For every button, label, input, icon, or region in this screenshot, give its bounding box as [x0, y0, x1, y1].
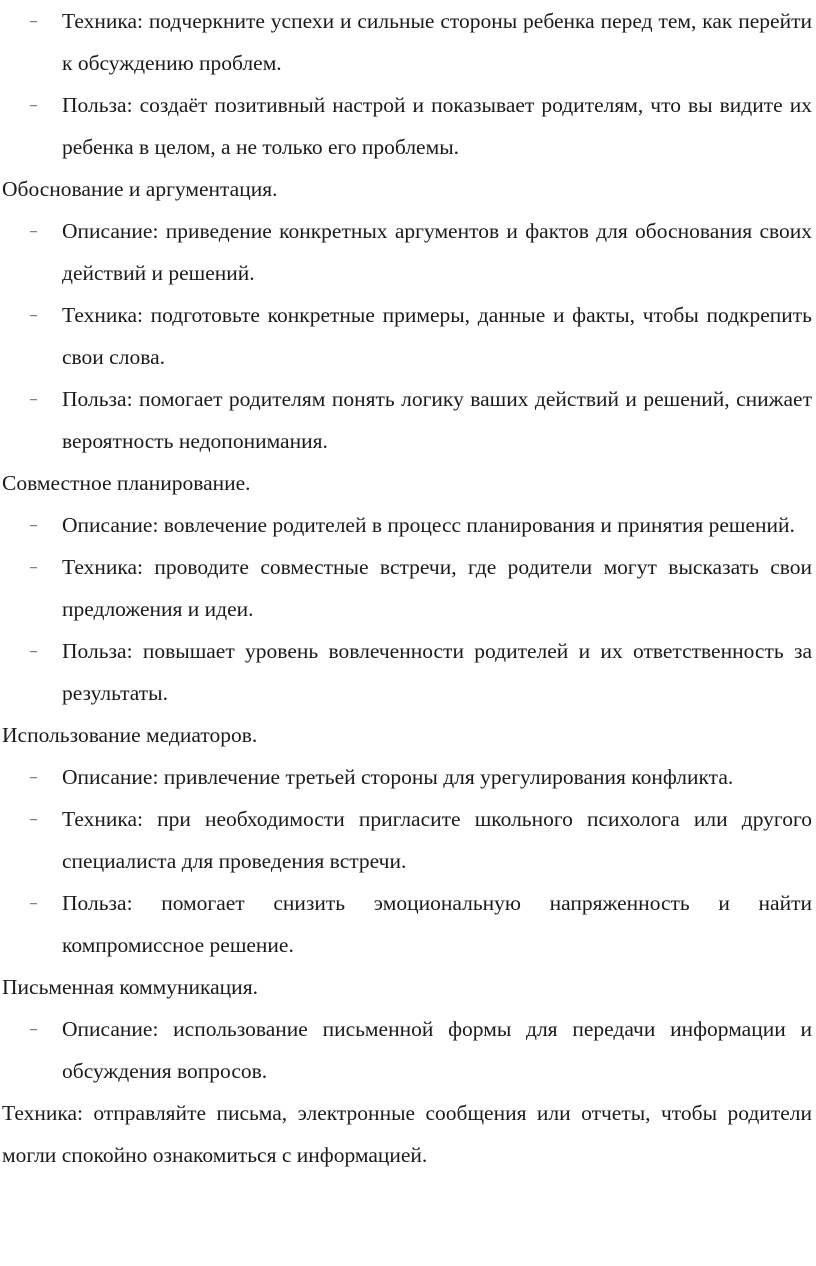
- dash-marker: –: [30, 392, 37, 407]
- list-item: [2, 1008, 812, 1092]
- list-item: [2, 378, 812, 462]
- list-item: [2, 630, 812, 714]
- list-item-text: Техника: при необходимости пригласите школьного психолога или другого специалиста для проведения встречи.: [62, 807, 812, 873]
- list-item: [2, 84, 812, 168]
- list-item: [2, 210, 812, 294]
- list-item-text: Описание: привлечение третьей стороны для урегулирования конфликта.: [62, 765, 734, 789]
- list-item-text: Техника: подготовьте конкретные примеры, данные и факты, чтобы подкрепить свои слова.: [62, 303, 812, 369]
- list-item: [2, 0, 812, 84]
- section-heading: Обоснование и аргументация.: [2, 177, 278, 201]
- section-heading: Письменная коммуникация.: [2, 975, 258, 999]
- list-item-text: Польза: помогает снизить эмоциональную напряженность и найти компромиссное решение.: [62, 891, 812, 957]
- list-item-text: Техника: проводите совместные встречи, где родители могут высказать свои предложения и идеи.: [62, 555, 812, 621]
- list-item: [2, 546, 812, 630]
- dash-marker: –: [30, 770, 37, 785]
- list-item: [2, 798, 812, 882]
- dash-marker: –: [30, 308, 37, 323]
- dash-marker: –: [30, 98, 37, 113]
- dash-marker: –: [30, 518, 37, 533]
- list-item-text: Описание: вовлечение родителей в процесс планирования и принятия решений.: [62, 513, 795, 537]
- list-item: [2, 756, 812, 798]
- dash-marker: –: [30, 14, 37, 29]
- list-item-text: Техника: подчеркните успехи и сильные стороны ребенка перед тем, как перейти к обсуждению проблем.: [62, 9, 812, 75]
- dash-marker: –: [30, 560, 37, 575]
- list-item-text: Польза: создаёт позитивный настрой и показывает родителям, что вы видите их ребенка в целом, а не только его проблемы.: [62, 93, 812, 159]
- dash-marker: –: [30, 224, 37, 239]
- section-heading: Использование медиаторов.: [2, 723, 258, 747]
- body-paragraph: Техника: отправляйте письма, электронные сообщения или отчеты, чтобы родители могли спокойно ознакомиться с информацией.: [2, 1101, 812, 1167]
- list-item-text: Описание: приведение конкретных аргументов и фактов для обоснования своих действий и решений.: [62, 219, 812, 285]
- dash-marker: –: [30, 1022, 37, 1037]
- list-item-text: Описание: использование письменной формы для передачи информации и обсуждения вопросов.: [62, 1017, 812, 1083]
- list-item-text: Польза: повышает уровень вовлеченности родителей и их ответственность за результаты.: [62, 639, 812, 705]
- list-item: [2, 294, 812, 378]
- dash-marker: –: [30, 896, 37, 911]
- dash-marker: –: [30, 644, 37, 659]
- list-item: [2, 882, 812, 966]
- section-heading: Совместное планирование.: [2, 471, 251, 495]
- list-item-text: Польза: помогает родителям понять логику ваших действий и решений, снижает вероятность недопонимания.: [62, 387, 812, 453]
- list-item: [2, 504, 812, 546]
- dash-marker: –: [30, 812, 37, 827]
